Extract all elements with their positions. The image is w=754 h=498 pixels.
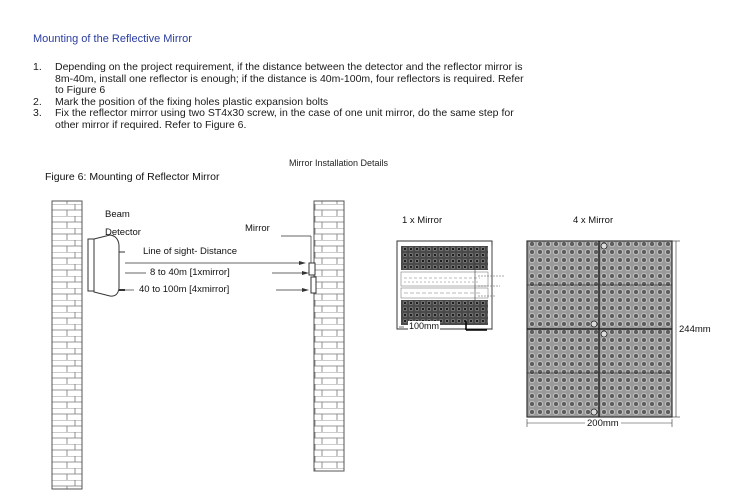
single-mirror-drawing <box>397 241 505 330</box>
mirror-mount <box>311 277 316 293</box>
section-heading: Mounting of the Reflective Mirror <box>33 33 192 45</box>
detector-label: Detector <box>105 227 141 238</box>
beam-label: Beam <box>105 209 130 220</box>
step-line: Fix the reflector mirror using two ST4x30 screw, in the case of one unit mirror, do the same step for <box>55 107 514 119</box>
dim-200mm-label: 200mm <box>587 418 619 429</box>
mirror <box>309 263 315 275</box>
step-number: 2. <box>33 95 42 108</box>
step-line: 8m-40m, install one reflector is enough; if the distance is 40m-100m, four reflectors is required. Refer <box>55 72 524 85</box>
range-label-4x: 40 to 100m [4xmirror] <box>139 284 230 295</box>
one-mirror-label: 1 x Mirror <box>402 215 443 226</box>
step-number: 3. <box>33 107 42 119</box>
figure-title: Mirror Installation Details <box>289 158 389 168</box>
step-line: to Figure 6 <box>55 84 106 96</box>
range-label-1x: 8 to 40m [1xmirror] <box>150 267 230 278</box>
dim-100mm-label: 100mm <box>409 321 440 331</box>
step-line: Mark the position of the fixing holes plastic expansion bolts <box>55 95 329 108</box>
left-wall <box>52 201 82 489</box>
quad-mirror-drawing <box>527 241 680 427</box>
figure-caption: Figure 6: Mounting of Reflector Mirror <box>45 171 220 183</box>
four-mirror-label: 4 x Mirror <box>573 215 614 226</box>
dim-244mm-label: 244mm <box>679 324 711 335</box>
beam-detector <box>88 235 125 296</box>
line-of-sight-label: Line of sight- Distance <box>143 246 237 257</box>
step-line: other mirror if required. Refer to Figure 6. <box>55 118 247 131</box>
step-number: 1. <box>33 61 42 73</box>
mirror-label: Mirror <box>245 223 270 234</box>
step-line: Depending on the project requirement, if the distance between the detector and the reflector mirror is <box>55 61 523 73</box>
right-wall <box>314 201 344 471</box>
